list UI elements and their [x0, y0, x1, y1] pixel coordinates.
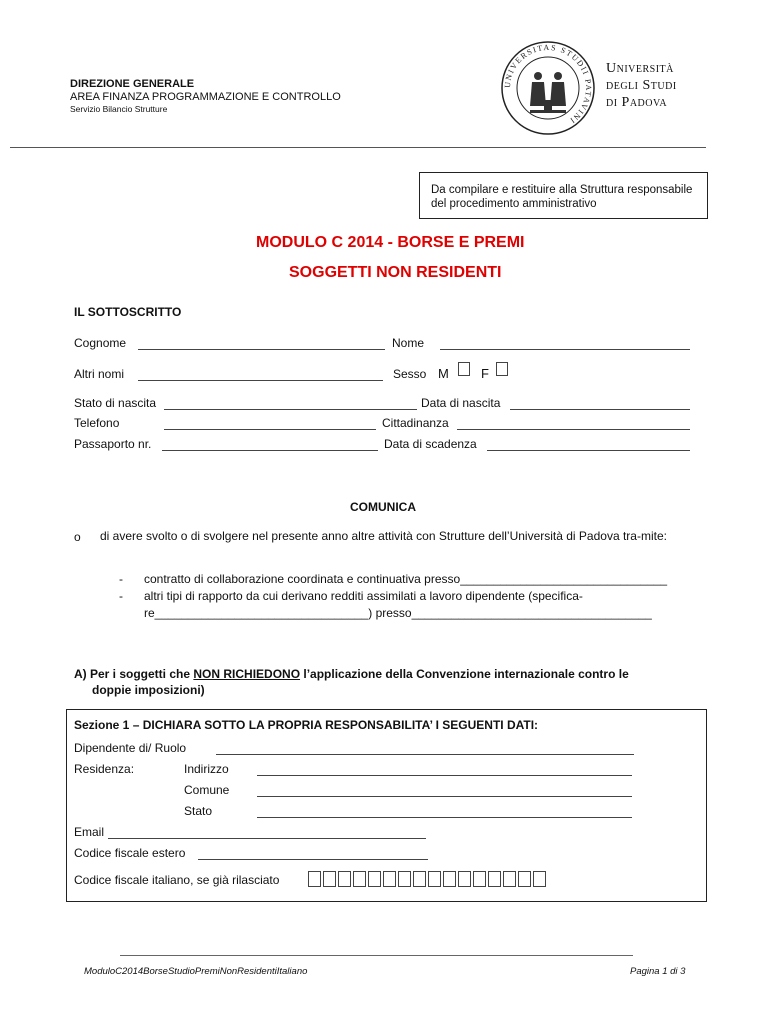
seal-text: UNIVERSITAS STUDII PATAVINI [502, 42, 594, 126]
university-line1: Università [606, 61, 674, 76]
section-sottoscritto: IL SOTTOSCRITTO [74, 305, 182, 319]
cf-box[interactable] [353, 871, 366, 887]
comunica-text: di avere svolto o di svolgere nel presente anno altre attività con Strutture dell’Università di Padova tra-mite: [100, 529, 667, 543]
telefono-field[interactable] [164, 429, 376, 430]
cf-box[interactable] [428, 871, 441, 887]
nome-field[interactable] [440, 349, 690, 350]
stato-nascita-field[interactable] [164, 409, 417, 410]
university-name [606, 60, 677, 111]
cf-box[interactable] [368, 871, 381, 887]
label-codice-estero: Codice fiscale estero [74, 846, 186, 860]
cittadinanza-field[interactable] [457, 429, 690, 430]
cf-box[interactable] [383, 871, 396, 887]
cf-box[interactable] [443, 871, 456, 887]
label-nome: Nome [392, 336, 425, 350]
indirizzo-field[interactable] [257, 775, 632, 776]
cf-box[interactable] [323, 871, 336, 887]
item2-line2: re________________________________) presso____________________________________ [144, 606, 652, 620]
section-a-heading [74, 667, 629, 681]
dipendente-field[interactable] [216, 754, 634, 755]
label-email: Email [74, 825, 105, 839]
label-sesso: Sesso [393, 367, 427, 381]
email-field[interactable] [108, 838, 426, 839]
label-comune: Comune [184, 783, 230, 797]
label-cognome: Cognome [74, 336, 127, 350]
label-stato-nascita: Stato di nascita [74, 396, 157, 410]
label-sesso-f: F [481, 366, 489, 381]
label-dipendente: Dipendente di/ Ruolo [74, 741, 187, 755]
header-dept: DIREZIONE GENERALE [70, 78, 195, 90]
footer-filename: ModuloC2014BorseStudioPremiNonResidentiItaliano [84, 966, 308, 977]
label-cittadinanza: Cittadinanza [382, 416, 449, 430]
label-indirizzo: Indirizzo [184, 762, 229, 776]
passaporto-field[interactable] [162, 450, 378, 451]
label-altri-nomi: Altri nomi [74, 367, 125, 381]
footer-page-number: Pagina 1 di 3 [630, 966, 686, 977]
item2-line1: altri tipi di rapporto da cui derivano redditi assimilati a lavoro dipendente (specifica- [144, 589, 583, 603]
label-stato: Stato [184, 804, 213, 818]
stato-field[interactable] [257, 817, 632, 818]
section-a-suffix: l’applicazione della Convenzione internazionale contro le [300, 667, 629, 681]
sesso-f-checkbox[interactable] [496, 362, 508, 376]
instruction-box: Da compilare e restituire alla Struttura responsabile del procedimento amministrativo [419, 172, 708, 219]
section-a-prefix: A) Per i soggetti che [74, 667, 194, 681]
cognome-field[interactable] [138, 349, 385, 350]
item1-text: contratto di collaborazione coordinata e continuativa presso_______________________________ [144, 572, 668, 586]
header-area: AREA FINANZA PROGRAMMAZIONE E CONTROLLO [70, 91, 341, 103]
form-title: MODULO C 2014 - BORSE E PREMI [256, 234, 525, 251]
altri-nomi-field[interactable] [138, 380, 383, 381]
form-subtitle: SOGGETTI NON RESIDENTI [289, 264, 502, 281]
sezione1-title: Sezione 1 – DICHIARA SOTTO LA PROPRIA RESPONSABILITA’ I SEGUENTI DATI: [74, 718, 539, 732]
cf-box[interactable] [308, 871, 321, 887]
item2-dash: - [119, 589, 123, 603]
label-telefono: Telefono [74, 416, 120, 430]
cf-box[interactable] [458, 871, 471, 887]
university-line3: di Padova [606, 95, 668, 110]
university-line2: degli Studi [606, 78, 677, 93]
section-a-line2: doppie imposizioni) [92, 683, 205, 697]
cf-box[interactable] [473, 871, 486, 887]
sesso-m-checkbox[interactable] [458, 362, 470, 376]
footer-divider [120, 955, 633, 956]
data-nascita-field[interactable] [510, 409, 690, 410]
label-passaporto: Passaporto nr. [74, 437, 152, 451]
label-codice-italiano: Codice fiscale italiano, se già rilasciato [74, 873, 280, 887]
codice-estero-field[interactable] [198, 859, 428, 860]
cf-box[interactable] [503, 871, 516, 887]
university-seal-icon [500, 40, 596, 136]
label-data-scadenza: Data di scadenza [384, 437, 477, 451]
section-a-underlined: NON RICHIEDONO [193, 667, 301, 681]
data-scadenza-field[interactable] [487, 450, 690, 451]
item1-dash: - [119, 572, 123, 586]
comunica-bullet: o [74, 530, 81, 544]
header-service: Servizio Bilancio Strutture [70, 104, 168, 114]
cf-box[interactable] [413, 871, 426, 887]
header-divider [10, 147, 706, 148]
label-residenza: Residenza: [74, 762, 135, 776]
comunica-heading: COMUNICA [350, 500, 416, 514]
cf-box[interactable] [533, 871, 546, 887]
cf-box[interactable] [488, 871, 501, 887]
cf-box[interactable] [338, 871, 351, 887]
label-data-nascita: Data di nascita [421, 396, 501, 410]
comune-field[interactable] [257, 796, 632, 797]
label-sesso-m: M [438, 366, 449, 381]
cf-box[interactable] [518, 871, 531, 887]
cf-box[interactable] [398, 871, 411, 887]
codice-italiano-boxes[interactable] [308, 871, 548, 887]
